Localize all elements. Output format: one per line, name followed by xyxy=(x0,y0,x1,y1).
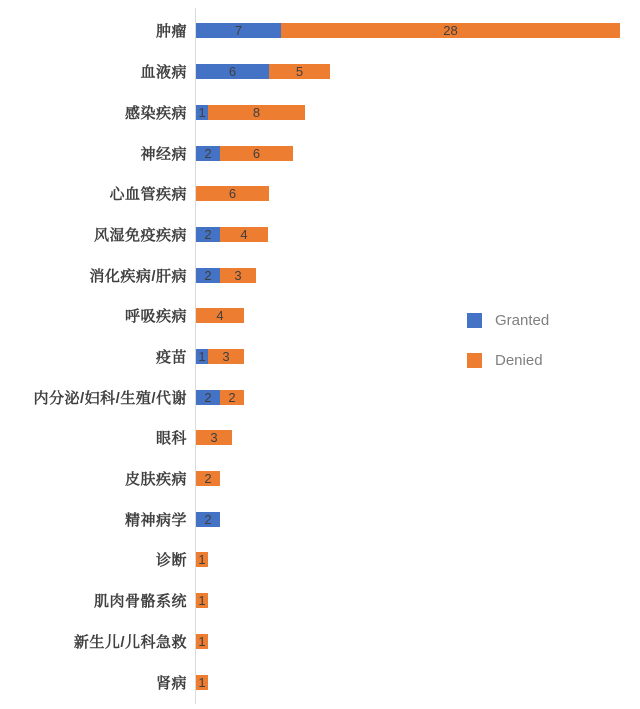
bar-segment-denied: 3 xyxy=(196,430,232,445)
legend-item-denied xyxy=(467,352,549,369)
bar-group xyxy=(196,227,268,242)
category-label: 疫苗 xyxy=(155,349,187,367)
category-label: 消化疾病/肝病 xyxy=(89,267,187,285)
bar-group xyxy=(196,471,220,486)
category-label: 内分泌/妇科/生殖/代谢 xyxy=(33,389,187,407)
bar-segment-granted: 2 xyxy=(196,227,220,242)
bar-group xyxy=(196,390,244,405)
bar-segment-denied: 6 xyxy=(196,186,269,201)
bar-group xyxy=(196,593,208,608)
bar-segment-denied: 5 xyxy=(269,64,330,79)
bar-group xyxy=(196,308,244,323)
category-label: 神经病 xyxy=(140,145,187,163)
category-label: 血液病 xyxy=(140,64,187,82)
bar-segment-denied: 3 xyxy=(220,268,256,283)
category-label: 感染疾病 xyxy=(124,104,187,122)
chart-row xyxy=(0,214,640,255)
bar-group xyxy=(196,23,620,38)
bar-segment-granted: 2 xyxy=(196,146,220,161)
bar-group xyxy=(196,186,269,201)
bar-segment-denied: 4 xyxy=(196,308,244,323)
bar-segment-denied: 4 xyxy=(220,227,268,242)
category-label: 新生儿/儿科急救 xyxy=(73,633,187,651)
bar-segment-granted: 7 xyxy=(196,23,281,38)
category-label: 肾病 xyxy=(155,674,187,692)
bar-segment-denied: 1 xyxy=(196,593,208,608)
category-label: 肿瘤 xyxy=(155,23,187,41)
bar-group xyxy=(196,552,208,567)
chart-row xyxy=(0,540,640,581)
chart-row xyxy=(0,418,640,459)
bar-group xyxy=(196,512,220,527)
chart-row xyxy=(0,11,640,52)
granted-color-swatch xyxy=(467,313,482,328)
bar-segment-denied: 2 xyxy=(196,471,220,486)
bar-group xyxy=(196,349,244,364)
category-label: 风湿免疫疾病 xyxy=(93,226,187,244)
bar-group xyxy=(196,146,293,161)
bar-group xyxy=(196,268,256,283)
denied-color-swatch xyxy=(467,353,482,368)
bar-segment-denied: 6 xyxy=(220,146,293,161)
chart-row xyxy=(0,580,640,621)
chart-row xyxy=(0,133,640,174)
bar-segment-denied: 1 xyxy=(196,634,208,649)
bar-segment-granted: 2 xyxy=(196,268,220,283)
bar-segment-granted: 1 xyxy=(196,349,208,364)
legend-label-denied: Denied xyxy=(495,352,543,369)
chart-row xyxy=(0,662,640,703)
chart-row xyxy=(0,51,640,92)
category-label: 皮肤疾病 xyxy=(124,471,187,489)
chart-row xyxy=(0,621,640,662)
legend xyxy=(467,312,549,392)
chart-row xyxy=(0,499,640,540)
chart-row xyxy=(0,458,640,499)
bar-segment-granted: 2 xyxy=(196,512,220,527)
category-label: 呼吸疾病 xyxy=(124,308,187,326)
legend-label-granted: Granted xyxy=(495,312,550,329)
bar-segment-denied: 1 xyxy=(196,675,208,690)
bar-segment-denied: 8 xyxy=(208,105,305,120)
bar-group xyxy=(196,675,208,690)
bar-group xyxy=(196,634,208,649)
bar-segment-denied: 1 xyxy=(196,552,208,567)
category-label: 心血管疾病 xyxy=(109,186,187,204)
bar-segment-denied: 28 xyxy=(281,23,620,38)
bar-segment-denied: 3 xyxy=(208,349,244,364)
bar-segment-granted: 1 xyxy=(196,105,208,120)
bar-segment-granted: 6 xyxy=(196,64,269,79)
category-label: 精神病学 xyxy=(124,511,187,529)
bar-group xyxy=(196,105,305,120)
chart-row xyxy=(0,173,640,214)
chart-row xyxy=(0,92,640,133)
category-label: 诊断 xyxy=(155,552,187,570)
legend-item-granted xyxy=(467,312,549,329)
bar-segment-denied: 2 xyxy=(220,390,244,405)
bar-group xyxy=(196,64,330,79)
chart-row xyxy=(0,255,640,296)
bar-group xyxy=(196,430,232,445)
bar-segment-granted: 2 xyxy=(196,390,220,405)
category-label: 肌肉骨骼系统 xyxy=(93,593,187,611)
category-label: 眼科 xyxy=(155,430,187,448)
